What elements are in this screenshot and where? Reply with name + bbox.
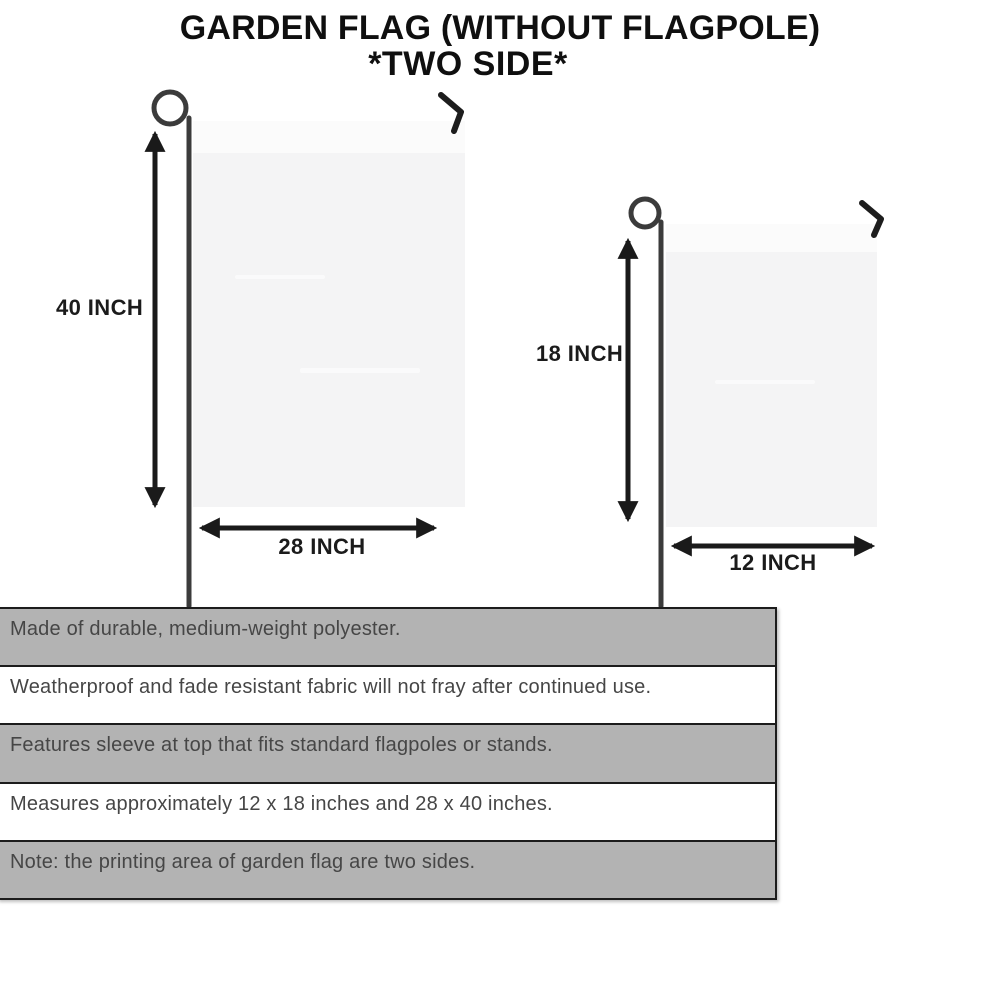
small-flag-width-label: 12 INCH: [729, 550, 817, 575]
small-flag-sleeve: [666, 224, 877, 252]
small-flag-group: [628, 199, 881, 606]
large-flagpole-loop: [154, 92, 186, 124]
small-flagpole-loop: [631, 199, 659, 227]
feature-row-material: Made of durable, medium-weight polyester.: [0, 609, 775, 667]
large-flag-sleeve: [193, 121, 465, 153]
small-flag-streak: [715, 380, 815, 384]
feature-row-measurements: Measures approximately 12 x 18 inches and 28 x 40 inches.: [0, 784, 775, 842]
large-flag-fabric: [193, 121, 465, 507]
title-line-2: *TWO SIDE*: [368, 45, 568, 84]
large-flag-group: [154, 92, 465, 606]
large-flag-width-label: 28 INCH: [278, 534, 366, 559]
large-flag-streak: [300, 368, 420, 373]
feature-row-weatherproof: Weatherproof and fade resistant fabric will not fray after continued use.: [0, 667, 775, 725]
small-flag-fabric: [666, 224, 877, 527]
title-line-1: GARDEN FLAG (WITHOUT FLAGPOLE): [179, 9, 821, 47]
large-flag-streak: [235, 275, 325, 279]
small-flag-height-label: 18 INCH: [536, 341, 624, 366]
feature-row-note: Note: the printing area of garden flag are two sides.: [0, 842, 775, 898]
feature-row-sleeve: Features sleeve at top that fits standard flagpoles or stands.: [0, 725, 775, 783]
large-flag-height-label: 40 INCH: [56, 295, 144, 320]
feature-list: [0, 607, 777, 900]
